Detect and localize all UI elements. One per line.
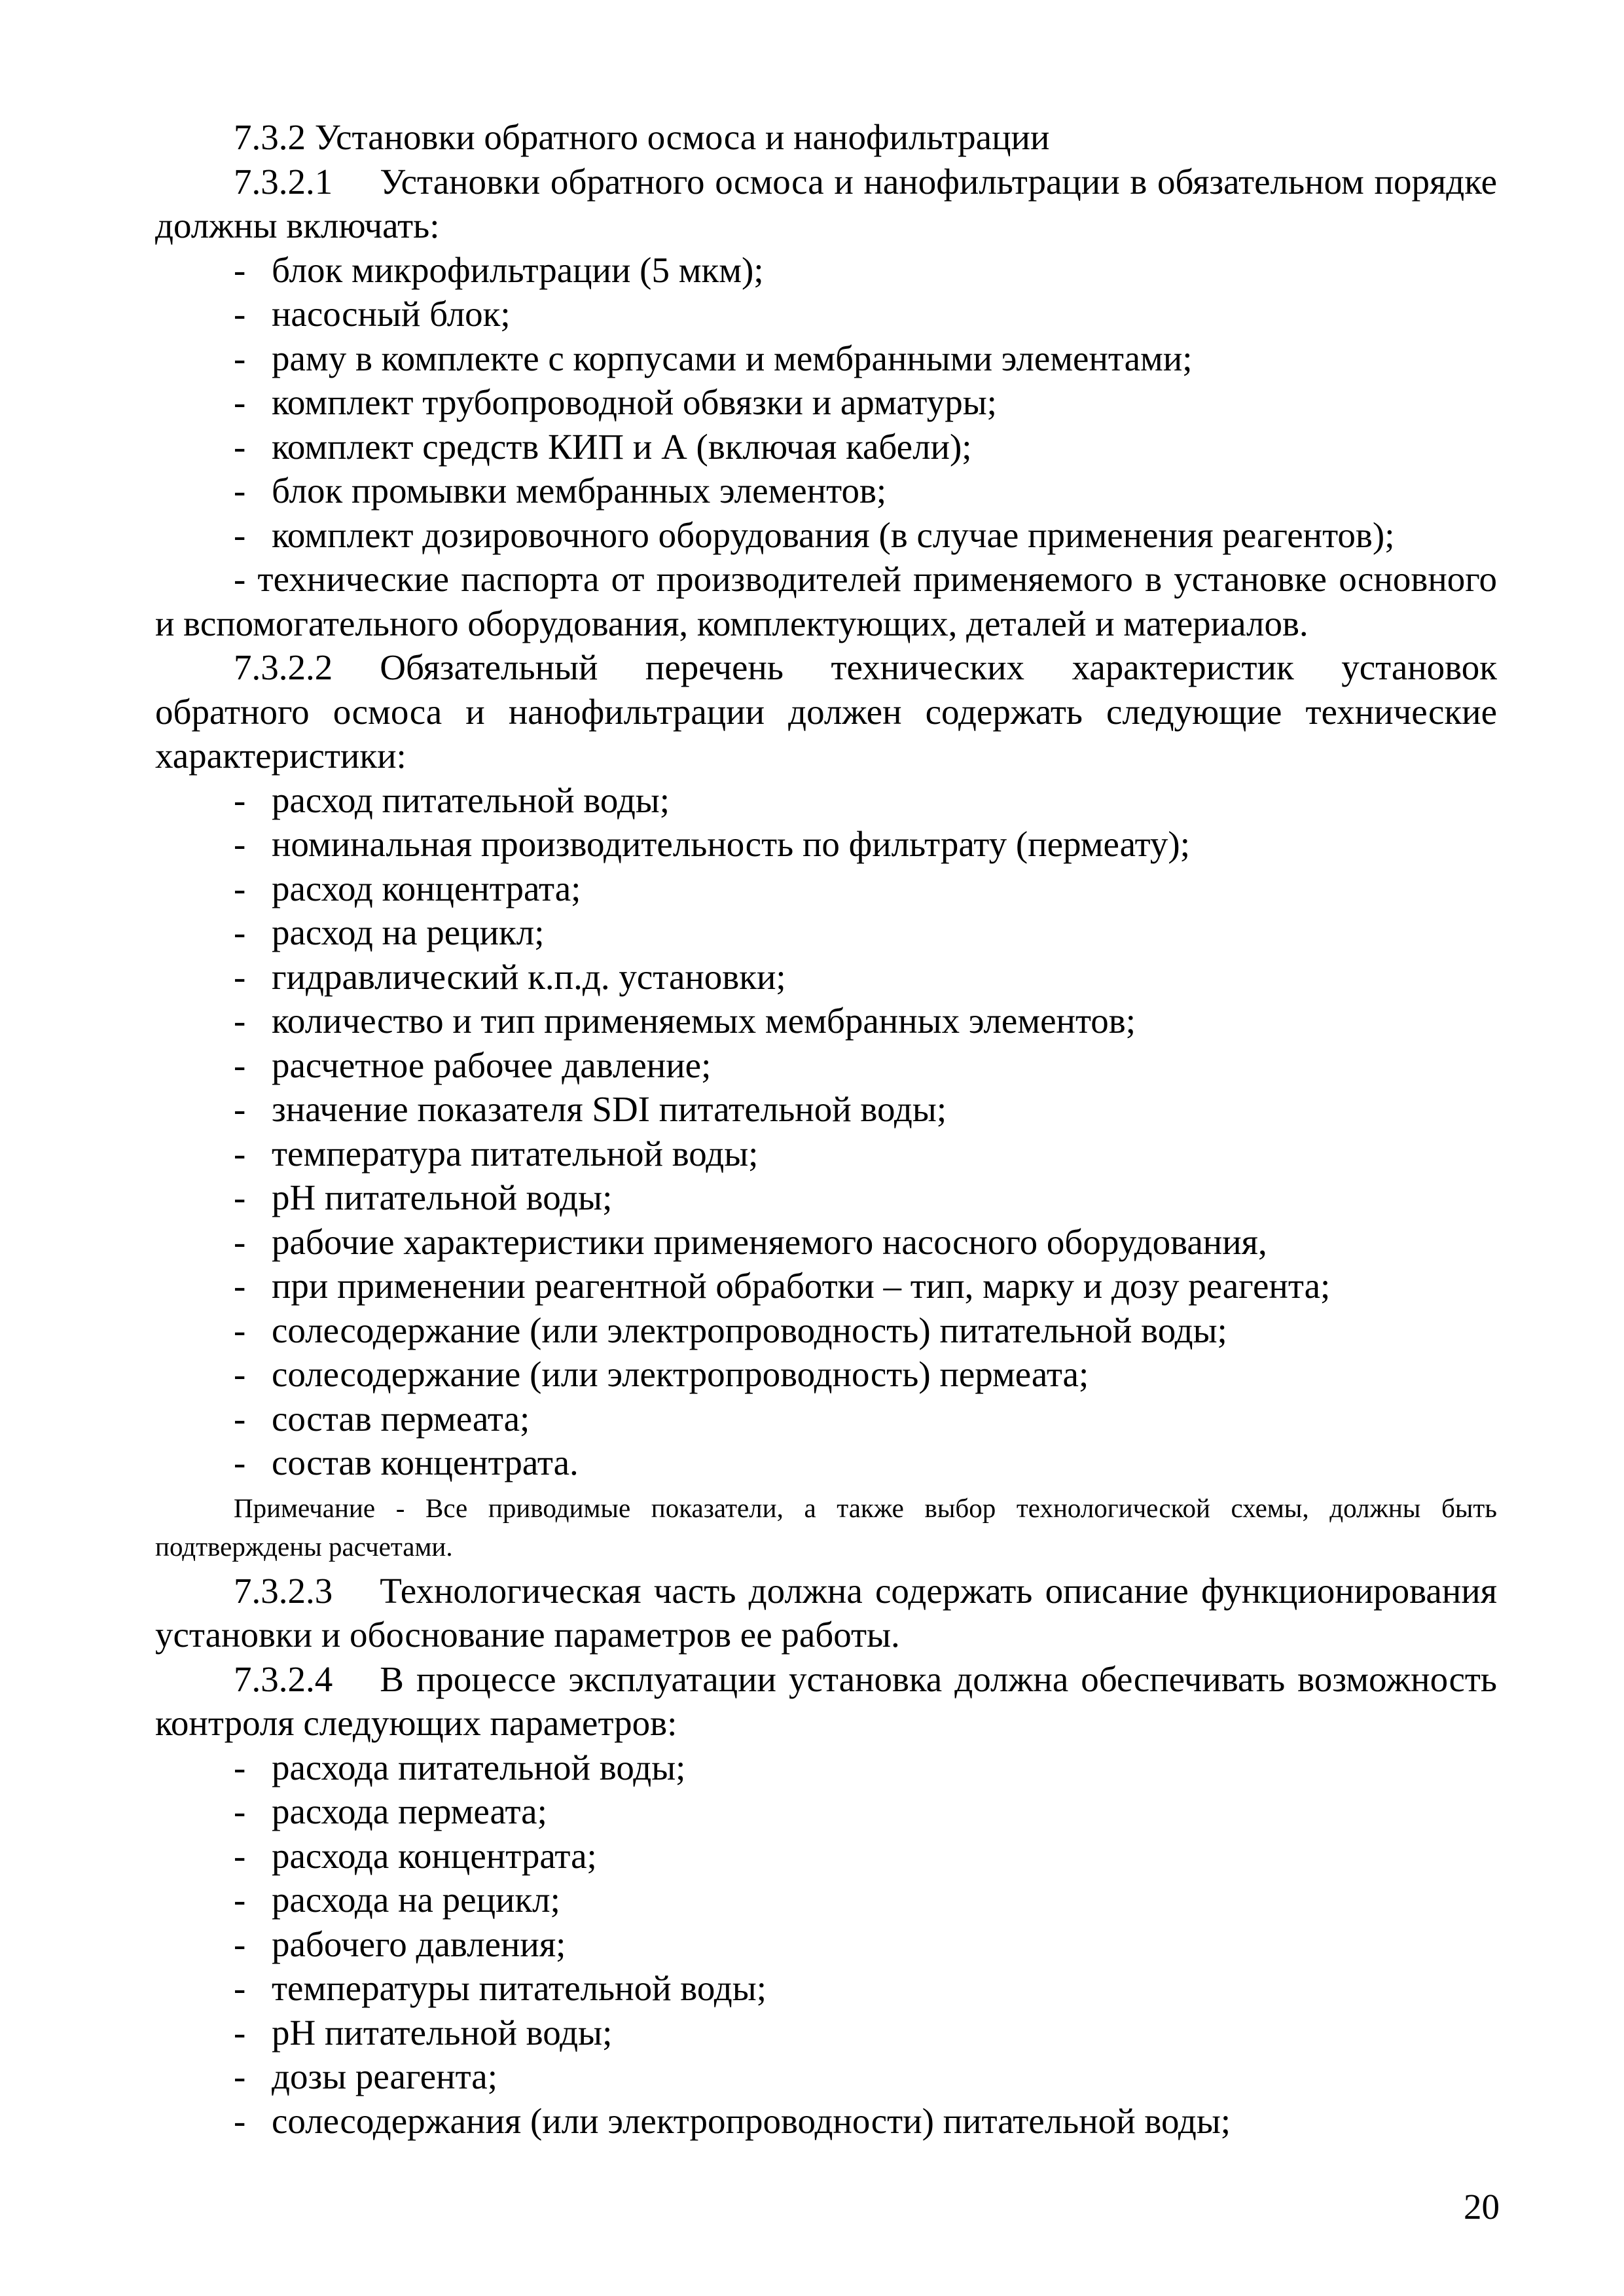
- bullet-dash: -: [234, 249, 246, 290]
- bullet-dash: -: [234, 1089, 246, 1129]
- bullet-dash: -: [234, 1310, 246, 1350]
- bullet-dash: -: [234, 426, 246, 467]
- list-item: - состав концентрата.: [155, 1441, 1497, 1485]
- bullet-dash: -: [234, 1968, 246, 2008]
- bullet-dash: -: [234, 956, 246, 997]
- list-item: - pH питательной воды;: [155, 2011, 1497, 2055]
- list-item: - насосный блок;: [155, 292, 1497, 336]
- bullet-dash: -: [234, 294, 246, 334]
- monitoring-list: [155, 1746, 1497, 2144]
- bullet-dash: -: [234, 514, 246, 555]
- clause-number: 7.3.2.2: [234, 647, 333, 687]
- section-heading: 7.3.2 Установки обратного осмоса и нанофильтрации: [234, 117, 1050, 157]
- list-item: - рабочие характеристики применяемого насосного оборудования,: [155, 1220, 1497, 1265]
- clause-number: 7.3.2.4: [234, 1659, 333, 1699]
- list-item: - рабочего давления;: [155, 1922, 1497, 1967]
- bullet-dash: -: [234, 1354, 246, 1394]
- list-item: - pH питательной воды;: [155, 1175, 1497, 1220]
- list-item: - расхода концентрата;: [155, 1834, 1497, 1878]
- characteristics-list: [155, 778, 1497, 1485]
- list-item: - при применении реагентной обработки – тип, марку и дозу реагента;: [155, 1264, 1497, 1308]
- list-item: - расхода пермеата;: [155, 1789, 1497, 1834]
- paragraph-text: Технологическая часть должна содержать описание функционирования установки и обоснование параметров ее работы.: [155, 1570, 1497, 1655]
- bullet-dash: -: [234, 868, 246, 908]
- page-number: 20: [1464, 2187, 1500, 2227]
- bullet-dash: -: [234, 1221, 246, 1262]
- list-item: - солесодержание (или электропроводность) питательной воды;: [155, 1308, 1497, 1353]
- paragraph-text: Установки обратного осмоса и нанофильтрации в обязательном порядке должны включать:: [155, 161, 1497, 245]
- paragraph-7-3-2-1: [155, 160, 1497, 248]
- list-item: - блок промывки мембранных элементов;: [155, 469, 1497, 513]
- document-page: [155, 115, 1497, 2143]
- list-item: - состав пермеата;: [155, 1397, 1497, 1441]
- list-item: - солесодержание (или электропроводность) пермеата;: [155, 1352, 1497, 1397]
- list-item: - комплект трубопроводной обвязки и арматуры;: [155, 380, 1497, 425]
- paragraph-7-3-2-2: [155, 645, 1497, 778]
- list-item: - количество и тип применяемых мембранных элементов;: [155, 999, 1497, 1043]
- list-item: - значение показателя SDI питательной воды;: [155, 1087, 1497, 1132]
- list-item: - раму в комплекте с корпусами и мембранными элементами;: [155, 336, 1497, 381]
- list-item: - расход питательной воды;: [155, 778, 1497, 823]
- bullet-dash: -: [234, 780, 246, 820]
- clause-number: 7.3.2.3: [234, 1570, 333, 1611]
- list-item: - дозы реагента;: [155, 2054, 1497, 2099]
- bullet-dash: -: [234, 1177, 246, 1217]
- component-list: [155, 248, 1497, 646]
- bullet-dash: -: [234, 338, 246, 378]
- list-item: - температуры питательной воды;: [155, 1966, 1497, 2011]
- list-item: - температура питательной воды;: [155, 1132, 1497, 1176]
- bullet-dash: -: [234, 1835, 246, 1876]
- list-item: - номинальная производительность по фильтрату (пермеату);: [155, 822, 1497, 867]
- bullet-dash: -: [234, 1747, 246, 1787]
- list-item: - солесодержания (или электропроводности) питательной воды;: [155, 2099, 1497, 2144]
- bullet-dash: -: [234, 1880, 246, 1920]
- note: Примечание - Все приводимые показатели, а также выбор технологической схемы, должны быть подтверждены расчетами.: [155, 1492, 1497, 1562]
- list-item: - расхода питательной воды;: [155, 1746, 1497, 1790]
- bullet-dash: -: [234, 1045, 246, 1085]
- list-item: - комплект средств КИП и А (включая кабели);: [155, 425, 1497, 469]
- paragraph-7-3-2-4: [155, 1657, 1497, 1746]
- list-item: - комплект дозировочного оборудования (в случае применения реагентов);: [155, 513, 1497, 558]
- clause-number: 7.3.2.1: [234, 161, 333, 202]
- list-item: - гидравлический к.п.д. установки;: [155, 955, 1497, 999]
- bullet-dash: -: [234, 912, 246, 952]
- list-item: - расхода на рецикл;: [155, 1878, 1497, 1922]
- bullet-dash: -: [234, 1924, 246, 1964]
- list-item: - расход концентрата;: [155, 867, 1497, 911]
- list-item-wrapped: - технические паспорта от производителей применяемого в установке основного и вспомогательного оборудования, комплектующих, деталей и материалов.: [155, 559, 1497, 643]
- bullet-dash: -: [234, 1266, 246, 1306]
- list-item: - расход на рецикл;: [155, 910, 1497, 955]
- bullet-dash: -: [234, 1133, 246, 1174]
- bullet-dash: -: [234, 1443, 246, 1482]
- paragraph-text: Обязательный перечень технических характеристик установок обратного осмоса и нанофильтрации должен содержать следующие технические характеристики:: [155, 647, 1497, 776]
- bullet-dash: -: [234, 2056, 246, 2096]
- bullet-dash: -: [234, 471, 246, 511]
- bullet-dash: -: [234, 382, 246, 422]
- bullet-dash: -: [234, 824, 246, 864]
- paragraph-text: В процессе эксплуатации установка должна обеспечивать возможность контроля следующих параметров:: [155, 1659, 1497, 1743]
- bullet-dash: -: [234, 2100, 246, 2141]
- paragraph-7-3-2-3: [155, 1569, 1497, 1657]
- list-item: - блок микрофильтрации (5 мкм);: [155, 248, 1497, 293]
- bullet-dash: -: [234, 1791, 246, 1831]
- bullet-dash: -: [234, 2012, 246, 2053]
- bullet-dash: -: [234, 1001, 246, 1041]
- list-item: - расчетное рабочее давление;: [155, 1043, 1497, 1088]
- bullet-dash: -: [234, 1398, 246, 1439]
